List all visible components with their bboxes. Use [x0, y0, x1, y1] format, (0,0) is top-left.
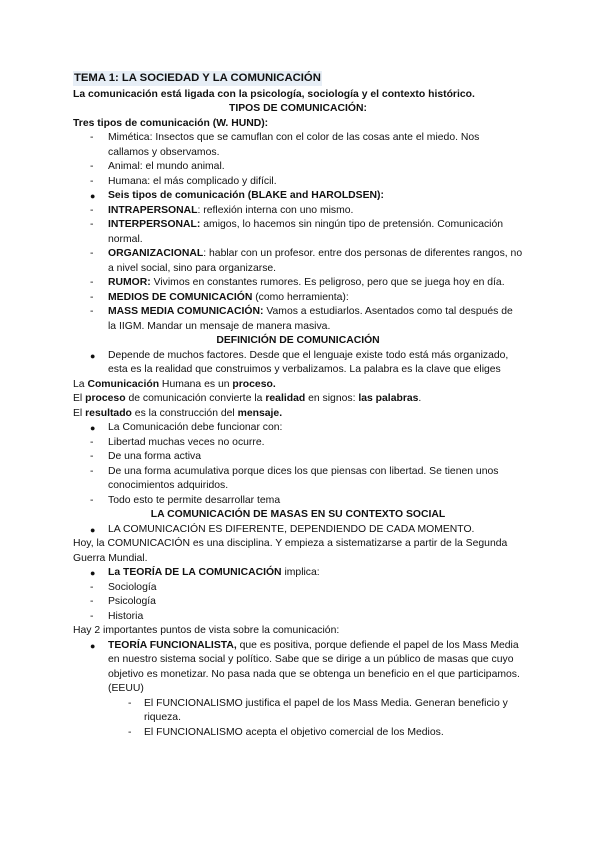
bullet-marker: ● — [90, 524, 96, 535]
bullet-marker: ● — [90, 640, 96, 651]
dash-marker: - — [90, 451, 94, 462]
heading-masas: LA COMUNICACIÓN DE MASAS EN SU CONTEXTO SOCIAL — [150, 509, 446, 520]
list-item: - Animal: el mundo animal. — [73, 160, 523, 175]
list-item: - El FUNCIONALISMO acepta el objetivo comercial de los Medios. — [73, 726, 523, 741]
dash-marker: - — [90, 175, 94, 187]
bullet-marker: ● — [90, 423, 96, 433]
list-item: - MASS MEDIA COMUNICACIÓN: Vamos a estudiarlos. Asentados como tal después de la IIGM. Mandar un mensaje de manera masiva. — [90, 306, 513, 332]
list-item: - ORGANIZACIONAL: hablar con un profesor. entre dos personas de diferentes rangos, no a nivel social, sino para organizarse. — [90, 248, 523, 274]
funcionalista-list — [73, 639, 523, 697]
dash-marker: - — [90, 219, 94, 230]
bullet-marker: ● — [90, 568, 96, 578]
list-item: - Sociología — [73, 581, 523, 596]
line-resultado: El resultado es la construcción del mensaje. — [73, 407, 283, 419]
dash-marker: - — [90, 248, 94, 259]
page-title: TEMA 1: LA SOCIEDAD Y LA COMUNICACIÓN — [74, 72, 321, 84]
dash-marker: - — [90, 610, 94, 622]
list-item: ● La Comunicación debe funcionar con: — [73, 421, 523, 436]
dash-marker: - — [90, 436, 94, 448]
list-item: - Psicología — [73, 595, 523, 610]
teoria-list — [73, 566, 523, 624]
dash-marker: - — [90, 306, 94, 317]
puntos-line: Hay 2 importantes puntos de vista sobre la comunicación: — [73, 625, 340, 636]
list-item: - Todo esto te permite desarrollar tema — [73, 494, 523, 509]
tres-tipos-list — [73, 131, 523, 334]
list-item: - Humana: el más complicado y difícil. — [73, 175, 523, 190]
bullet-marker: ● — [90, 191, 96, 201]
list-item: - El FUNCIONALISMO justifica el papel de los Mass Media. Generan beneficio y riqueza. — [128, 697, 508, 723]
masas-list — [73, 523, 523, 538]
list-item: - De una forma acumulativa porque dices los que piensas con libertad. Se tienen unos conocimientos adquiridos. — [90, 465, 499, 491]
intro-line: La comunicación está ligada con la psicología, sociología y el contexto histórico. — [73, 88, 475, 100]
dash-marker: - — [90, 161, 94, 172]
seis-tipos-heading: ● Seis tipos de comunicación (BLAKE and HAROLDSEN): — [73, 189, 523, 204]
dash-marker: - — [128, 726, 132, 738]
list-item: - INTRAPERSONAL: reflexión interna con uno mismo. — [73, 204, 523, 219]
definicion-list — [73, 349, 523, 378]
list-item: ● LA COMUNICACIÓN ES DIFERENTE, DEPENDIENDO DE CADA MOMENTO. — [73, 523, 523, 538]
dash-marker: - — [90, 494, 94, 506]
list-item: - Mimética: Insectos que se camuflan con el color de las cosas ante el miedo. Nos callamos y observamos. — [90, 132, 480, 158]
list-item: - MEDIOS DE COMUNICACIÓN (como herramienta): — [73, 291, 523, 306]
list-item: ● La TEORÍA DE LA COMUNICACIÓN implica: — [73, 566, 523, 581]
list-item: - Historia — [73, 610, 523, 625]
dash-marker: - — [90, 596, 94, 607]
dash-marker: - — [128, 697, 132, 709]
list-item: - INTERPERSONAL: amigos, lo hacemos sin ningún tipo de pretensión. Comunicación normal. — [90, 219, 504, 245]
line-humana: La Comunicación Humana es un proceso. — [73, 378, 276, 390]
list-item: - Libertad muchas veces no ocurre. — [73, 436, 523, 451]
funcionalismo-sublist — [73, 697, 523, 741]
list-item: - De una forma activa — [73, 450, 523, 465]
dash-marker: - — [90, 277, 94, 288]
tres-tipos-heading: Tres tipos de comunicación (W. HUND): — [73, 117, 269, 129]
debe-list — [73, 421, 523, 508]
dash-marker: - — [90, 291, 94, 303]
heading-tipos: TIPOS DE COMUNICACIÓN: — [229, 103, 367, 114]
list-item: - RUMOR: Vivimos en constantes rumores. Es peligroso, pero que se juega hoy en día. — [73, 276, 523, 291]
dash-marker: - — [90, 204, 94, 216]
line-proceso: El proceso de comunicación convierte la realidad en signos: las palabras. — [73, 393, 422, 404]
document-content — [73, 71, 523, 740]
list-item: ● TEORÍA FUNCIONALISTA, que es positiva, porque defiende el papel de los Mass Media en nuestro sistema social y político. Sabe que se dirige a un público de masas que cuyo objetivo es monetizar. No pasa nada que se obtenga un beneficio en el que participamos. (EEUU) — [90, 639, 520, 694]
dash-marker: - — [90, 132, 94, 143]
dash-marker: - — [90, 465, 94, 477]
bullet-marker: ● — [90, 350, 96, 361]
list-item: ● Depende de muchos factores. Desde que el lenguaje existe todo está más organizado, esta es la realidad que construimos y verbalizamos. La palabra es la clave que eliges — [90, 349, 509, 375]
dash-marker: - — [90, 581, 94, 593]
heading-definicion: DEFINICIÓN DE COMUNICACIÓN — [216, 335, 380, 346]
hoy-line: Hoy, la COMUNICACIÓN es una disciplina. Y empieza a sistematizarse a partir de la Segunda Guerra Mundial. — [73, 538, 508, 564]
